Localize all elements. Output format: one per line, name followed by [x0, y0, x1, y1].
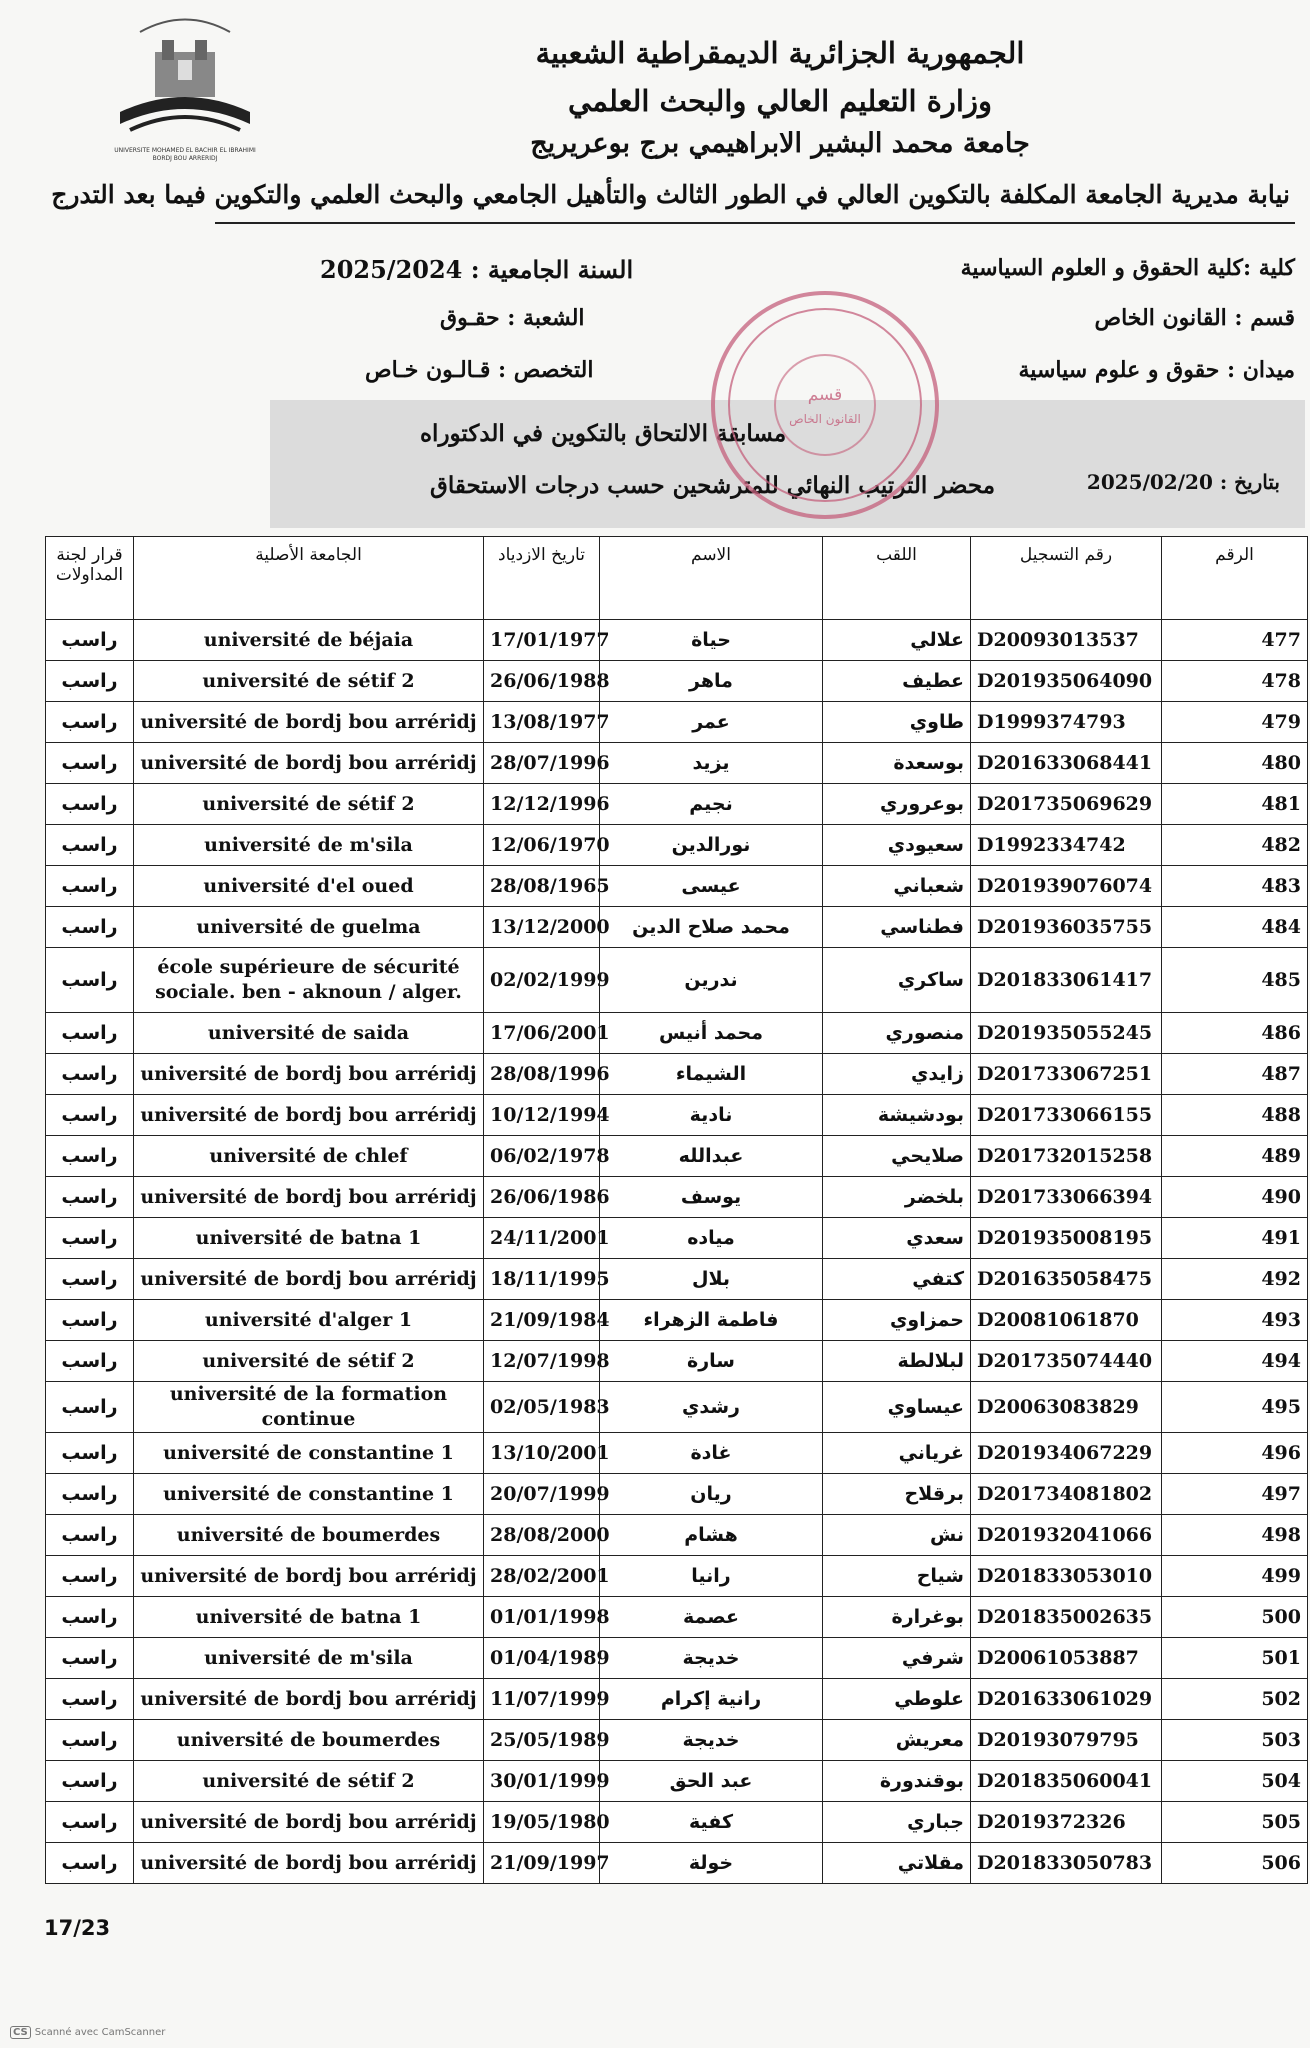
table-row [46, 1177, 1308, 1218]
svg-text:BORDJ BOU ARRERIDJ: BORDJ BOU ARRERIDJ [152, 155, 218, 162]
firstname-cell: سارة [600, 1341, 823, 1382]
university-cell: université de béjaia [134, 620, 484, 661]
lastname-cell: كتفي [823, 1259, 971, 1300]
registration-cell: D201833061417 [971, 948, 1162, 1013]
decision-cell: راسب [46, 1136, 134, 1177]
university-cell: université de batna 1 [134, 1218, 484, 1259]
lastname-cell: حمزاوي [823, 1300, 971, 1341]
lastname-cell: بوسعدة [823, 743, 971, 784]
decision-cell: راسب [46, 825, 134, 866]
university-cell: université de sétif 2 [134, 661, 484, 702]
decision-cell: راسب [46, 702, 134, 743]
lastname-cell: بوغرارة [823, 1597, 971, 1638]
university-cell: université de bordj bou arréridj [134, 1843, 484, 1884]
university-cell: université de bordj bou arréridj [134, 743, 484, 784]
firstname-cell: ريان [600, 1474, 823, 1515]
number-cell: 484 [1162, 907, 1308, 948]
university-cell: école supérieure de sécurité sociale. ben - aknoun / alger. [134, 948, 484, 1013]
decision-cell: راسب [46, 1300, 134, 1341]
registration-cell: D201735069629 [971, 784, 1162, 825]
registration-cell: D1992334742 [971, 825, 1162, 866]
university-cell: université de bordj bou arréridj [134, 1802, 484, 1843]
decision-cell: راسب [46, 1218, 134, 1259]
registration-cell: D201833053010 [971, 1556, 1162, 1597]
table-row [46, 1341, 1308, 1382]
number-cell: 490 [1162, 1177, 1308, 1218]
registration-cell: D201733066394 [971, 1177, 1162, 1218]
lastname-cell: صلايحي [823, 1136, 971, 1177]
number-cell: 487 [1162, 1054, 1308, 1095]
table-row [46, 866, 1308, 907]
decision-cell: راسب [46, 1341, 134, 1382]
number-cell: 488 [1162, 1095, 1308, 1136]
registration-cell: D1999374793 [971, 702, 1162, 743]
registration-cell: D201935064090 [971, 661, 1162, 702]
firstname-cell: محمد صلاح الدين [600, 907, 823, 948]
number-cell: 483 [1162, 866, 1308, 907]
university-cell: université de m'sila [134, 1638, 484, 1679]
decision-cell: راسب [46, 1556, 134, 1597]
firstname-cell: خديجة [600, 1720, 823, 1761]
number-cell: 480 [1162, 743, 1308, 784]
table-row [46, 661, 1308, 702]
registration-cell: D201935008195 [971, 1218, 1162, 1259]
decision-cell: راسب [46, 784, 134, 825]
number-cell: 481 [1162, 784, 1308, 825]
number-cell: 482 [1162, 825, 1308, 866]
birthdate-cell: 02/02/1999 [484, 948, 600, 1013]
firstname-cell: غادة [600, 1433, 823, 1474]
decision-cell: راسب [46, 1720, 134, 1761]
table-row [46, 907, 1308, 948]
lastname-cell: زايدي [823, 1054, 971, 1095]
col-birthdate-header: تاريخ الازدياد [484, 537, 600, 620]
decision-cell: راسب [46, 1761, 134, 1802]
registration-cell: D201733067251 [971, 1054, 1162, 1095]
candidates-table [45, 536, 1308, 1884]
table-row [46, 1597, 1308, 1638]
decision-cell: راسب [46, 1382, 134, 1433]
department-stamp [705, 285, 945, 525]
lastname-cell: بلخضر [823, 1177, 971, 1218]
registration-cell: D201935055245 [971, 1013, 1162, 1054]
decision-cell: راسب [46, 1177, 134, 1218]
registration-cell: D201633068441 [971, 743, 1162, 784]
number-cell: 501 [1162, 1638, 1308, 1679]
number-cell: 491 [1162, 1218, 1308, 1259]
table-row [46, 948, 1308, 1013]
birthdate-cell: 28/07/1996 [484, 743, 600, 784]
number-cell: 478 [1162, 661, 1308, 702]
lastname-cell: شرفي [823, 1638, 971, 1679]
birthdate-cell: 28/08/1996 [484, 1054, 600, 1095]
registration-cell: D201633061029 [971, 1679, 1162, 1720]
svg-text:UNIVERSITE MOHAMED EL BACHIR E: UNIVERSITE MOHAMED EL BACHIR EL IBRAHIMI [114, 147, 256, 154]
university-cell: université de bordj bou arréridj [134, 1177, 484, 1218]
birthdate-cell: 21/09/1984 [484, 1300, 600, 1341]
table-row [46, 1515, 1308, 1556]
svg-text:قسم: قسم [807, 385, 843, 405]
firstname-cell: عبد الحق [600, 1761, 823, 1802]
table-row [46, 1259, 1308, 1300]
lastname-cell: منصوري [823, 1013, 971, 1054]
document-date: بتاريخ : 2025/02/20 [1086, 470, 1280, 494]
lastname-cell: سعدي [823, 1218, 971, 1259]
birthdate-cell: 01/04/1989 [484, 1638, 600, 1679]
lastname-cell: جباري [823, 1802, 971, 1843]
firstname-cell: يوسف [600, 1177, 823, 1218]
birthdate-cell: 17/06/2001 [484, 1013, 600, 1054]
registration-cell: D20081061870 [971, 1300, 1162, 1341]
firstname-cell: ماهر [600, 661, 823, 702]
ministry-heading: وزارة التعليم العالي والبحث العلمي [568, 84, 992, 118]
col-lastname-header: اللقب [823, 537, 971, 620]
number-cell: 477 [1162, 620, 1308, 661]
camscanner-badge: CS [10, 2026, 31, 2039]
university-heading: جامعة محمد البشير الابراهيمي برج بوعريريج [530, 128, 1030, 159]
firstname-cell: رشدي [600, 1382, 823, 1433]
birthdate-cell: 28/02/2001 [484, 1556, 600, 1597]
university-cell: université d'alger 1 [134, 1300, 484, 1341]
firstname-cell: فاطمة الزهراء [600, 1300, 823, 1341]
registration-cell: D201932041066 [971, 1515, 1162, 1556]
university-cell: université de bordj bou arréridj [134, 1054, 484, 1095]
birthdate-cell: 18/11/1995 [484, 1259, 600, 1300]
university-cell: université de m'sila [134, 825, 484, 866]
birthdate-cell: 17/01/1977 [484, 620, 600, 661]
table-row [46, 1843, 1308, 1884]
number-cell: 504 [1162, 1761, 1308, 1802]
registration-cell: D201833050783 [971, 1843, 1162, 1884]
birthdate-cell: 12/06/1970 [484, 825, 600, 866]
table-row [46, 1433, 1308, 1474]
decision-cell: راسب [46, 948, 134, 1013]
number-cell: 496 [1162, 1433, 1308, 1474]
university-cell: université de la formation continue [134, 1382, 484, 1433]
lastname-cell: شياح [823, 1556, 971, 1597]
university-cell: université de bordj bou arréridj [134, 702, 484, 743]
number-cell: 503 [1162, 1720, 1308, 1761]
number-cell: 506 [1162, 1843, 1308, 1884]
number-cell: 494 [1162, 1341, 1308, 1382]
firstname-cell: الشيماء [600, 1054, 823, 1095]
birthdate-cell: 21/09/1997 [484, 1843, 600, 1884]
table-row [46, 1300, 1308, 1341]
decision-cell: راسب [46, 1843, 134, 1884]
registration-cell: D201835002635 [971, 1597, 1162, 1638]
birthdate-cell: 13/08/1977 [484, 702, 600, 743]
firstname-cell: يزيد [600, 743, 823, 784]
lastname-cell: شعباني [823, 866, 971, 907]
firstname-cell: عمر [600, 702, 823, 743]
registration-cell: D201939076074 [971, 866, 1162, 907]
registration-cell: D201835060041 [971, 1761, 1162, 1802]
birthdate-cell: 19/05/1980 [484, 1802, 600, 1843]
number-cell: 492 [1162, 1259, 1308, 1300]
birthdate-cell: 13/12/2000 [484, 907, 600, 948]
table-row [46, 1218, 1308, 1259]
birthdate-cell: 20/07/1999 [484, 1474, 600, 1515]
col-number-header: الرقم [1162, 537, 1308, 620]
lastname-cell: علوطي [823, 1679, 971, 1720]
scanner-watermark [10, 2026, 165, 2039]
university-cell: université de constantine 1 [134, 1433, 484, 1474]
table-row [46, 825, 1308, 866]
university-cell: université de chlef [134, 1136, 484, 1177]
university-cell: université de batna 1 [134, 1597, 484, 1638]
registration-cell: D201936035755 [971, 907, 1162, 948]
decision-cell: راسب [46, 620, 134, 661]
registration-cell: D20061053887 [971, 1638, 1162, 1679]
firstname-cell: بلال [600, 1259, 823, 1300]
firstname-cell: ندرين [600, 948, 823, 1013]
lastname-cell: برقلاح [823, 1474, 971, 1515]
birthdate-cell: 24/11/2001 [484, 1218, 600, 1259]
university-logo [100, 12, 270, 172]
lastname-cell: معريش [823, 1720, 971, 1761]
registration-cell: D201732015258 [971, 1136, 1162, 1177]
university-cell: université de bordj bou arréridj [134, 1679, 484, 1720]
table-row [46, 620, 1308, 661]
birthdate-cell: 28/08/2000 [484, 1515, 600, 1556]
firstname-cell: نورالدين [600, 825, 823, 866]
number-cell: 495 [1162, 1382, 1308, 1433]
birthdate-cell: 06/02/1978 [484, 1136, 600, 1177]
decision-cell: راسب [46, 1474, 134, 1515]
firstname-cell: نجيم [600, 784, 823, 825]
registration-cell: D2019372326 [971, 1802, 1162, 1843]
birthdate-cell: 12/07/1998 [484, 1341, 600, 1382]
registration-cell: D201735074440 [971, 1341, 1162, 1382]
number-cell: 493 [1162, 1300, 1308, 1341]
decision-cell: راسب [46, 1013, 134, 1054]
birthdate-cell: 26/06/1986 [484, 1177, 600, 1218]
university-cell: université de bordj bou arréridj [134, 1259, 484, 1300]
table-row [46, 1556, 1308, 1597]
lastname-cell: عيساوي [823, 1382, 971, 1433]
lastname-cell: لبلالطة [823, 1341, 971, 1382]
university-cell: université de boumerdes [134, 1720, 484, 1761]
university-cell: université de boumerdes [134, 1515, 484, 1556]
table-row [46, 1679, 1308, 1720]
university-cell: université de bordj bou arréridj [134, 1556, 484, 1597]
table-row [46, 743, 1308, 784]
number-cell: 486 [1162, 1013, 1308, 1054]
registration-cell: D201733066155 [971, 1095, 1162, 1136]
decision-cell: راسب [46, 1515, 134, 1556]
birthdate-cell: 26/06/1988 [484, 661, 600, 702]
table-row [46, 1474, 1308, 1515]
table-header-row [46, 537, 1308, 620]
ranking-title: محضر الترتيب النهائي للمترشحين حسب درجات الاستحقاق [430, 472, 996, 499]
col-registration-header: رقم التسجيل [971, 537, 1162, 620]
registration-cell: D201934067229 [971, 1433, 1162, 1474]
birthdate-cell: 25/05/1989 [484, 1720, 600, 1761]
number-cell: 505 [1162, 1802, 1308, 1843]
decision-cell: راسب [46, 1433, 134, 1474]
birthdate-cell: 13/10/2001 [484, 1433, 600, 1474]
lastname-cell: سعيودي [823, 825, 971, 866]
university-cell: université d'el oued [134, 866, 484, 907]
lastname-cell: مقلاتي [823, 1843, 971, 1884]
lastname-cell: بوقندورة [823, 1761, 971, 1802]
decision-cell: راسب [46, 866, 134, 907]
lastname-cell: علالي [823, 620, 971, 661]
firstname-cell: هشام [600, 1515, 823, 1556]
firstname-cell: محمد أنيس [600, 1013, 823, 1054]
lastname-cell: فطناسي [823, 907, 971, 948]
firstname-cell: كفية [600, 1802, 823, 1843]
decision-cell: راسب [46, 661, 134, 702]
table-row [46, 1136, 1308, 1177]
faculty-label: كلية :كلية الحقوق و العلوم السياسية [960, 255, 1295, 281]
table-row [46, 1720, 1308, 1761]
firstname-cell: خولة [600, 1843, 823, 1884]
scanner-watermark-text: Scanné avec CamScanner [34, 2027, 166, 2038]
table-row [46, 1382, 1308, 1433]
birthdate-cell: 28/08/1965 [484, 866, 600, 907]
firstname-cell: عصمة [600, 1597, 823, 1638]
university-cell: université de constantine 1 [134, 1474, 484, 1515]
number-cell: 498 [1162, 1515, 1308, 1556]
department-label: قسم : القانون الخاص [1094, 305, 1295, 331]
birthdate-cell: 12/12/1996 [484, 784, 600, 825]
decision-cell: راسب [46, 743, 134, 784]
decision-cell: راسب [46, 1259, 134, 1300]
decision-cell: راسب [46, 907, 134, 948]
university-cell: université de bordj bou arréridj [134, 1095, 484, 1136]
field-label: ميدان : حقوق و علوم سياسية [1018, 357, 1295, 383]
firstname-cell: رانيا [600, 1556, 823, 1597]
table-row [46, 1095, 1308, 1136]
number-cell: 500 [1162, 1597, 1308, 1638]
col-firstname-header: الاسم [600, 537, 823, 620]
table-row [46, 1013, 1308, 1054]
table-row [46, 784, 1308, 825]
number-cell: 499 [1162, 1556, 1308, 1597]
lastname-cell: بوعروري [823, 784, 971, 825]
registration-cell: D20193079795 [971, 1720, 1162, 1761]
firstname-cell: رانية إكرام [600, 1679, 823, 1720]
registration-cell: D201734081802 [971, 1474, 1162, 1515]
col-decision-header: قرار لجنة المداولات [46, 537, 134, 620]
lastname-cell: غرياني [823, 1433, 971, 1474]
firstname-cell: خديجة [600, 1638, 823, 1679]
firstname-cell: عيسى [600, 866, 823, 907]
number-cell: 489 [1162, 1136, 1308, 1177]
birthdate-cell: 02/05/1983 [484, 1382, 600, 1433]
page-number: 17/23 [44, 1916, 111, 1940]
number-cell: 502 [1162, 1679, 1308, 1720]
table-row [46, 1638, 1308, 1679]
university-cell: université de sétif 2 [134, 1761, 484, 1802]
lastname-cell: بودشيشة [823, 1095, 971, 1136]
firstname-cell: مياده [600, 1218, 823, 1259]
university-cell: université de sétif 2 [134, 1341, 484, 1382]
specialty-label: التخصص : قـالـون خـاص [365, 357, 594, 383]
svg-text:القانون الخاص: القانون الخاص [789, 412, 861, 426]
birthdate-cell: 30/01/1999 [484, 1761, 600, 1802]
birthdate-cell: 10/12/1994 [484, 1095, 600, 1136]
lastname-cell: طاوي [823, 702, 971, 743]
number-cell: 485 [1162, 948, 1308, 1013]
decision-cell: راسب [46, 1802, 134, 1843]
lastname-cell: نش [823, 1515, 971, 1556]
lastname-cell: عطيف [823, 661, 971, 702]
university-cell: université de saida [134, 1013, 484, 1054]
table-row [46, 1802, 1308, 1843]
firstname-cell: عبدالله [600, 1136, 823, 1177]
competition-title: مسابقة الالتحاق بالتكوين في الدكتوراه [420, 420, 787, 447]
lastname-cell: ساكري [823, 948, 971, 1013]
decision-cell: راسب [46, 1095, 134, 1136]
academic-year-label: السنة الجامعية : 2025/2024 [320, 255, 634, 284]
table-row [46, 702, 1308, 743]
decision-cell: راسب [46, 1638, 134, 1679]
decision-cell: راسب [46, 1054, 134, 1095]
number-cell: 497 [1162, 1474, 1308, 1515]
registration-cell: D20063083829 [971, 1382, 1162, 1433]
table-row [46, 1761, 1308, 1802]
republic-heading: الجمهورية الجزائرية الديمقراطية الشعبية [535, 36, 1025, 70]
decision-cell: راسب [46, 1597, 134, 1638]
birthdate-cell: 11/07/1999 [484, 1679, 600, 1720]
vice-rectorate-heading: نيابة مديرية الجامعة المكلفة بالتكوين العالي في الطور الثالث والتأهيل الجامعي والبحث العلمي والتكوين فيما بعد التدرج [51, 180, 1290, 209]
decision-cell: راسب [46, 1679, 134, 1720]
header-divider [215, 222, 1295, 224]
registration-cell: D20093013537 [971, 620, 1162, 661]
firstname-cell: نادية [600, 1095, 823, 1136]
university-cell: université de sétif 2 [134, 784, 484, 825]
registration-cell: D201635058475 [971, 1259, 1162, 1300]
number-cell: 479 [1162, 702, 1308, 743]
university-cell: université de guelma [134, 907, 484, 948]
col-university-header: الجامعة الأصلية [134, 537, 484, 620]
branch-label: الشعبة : حقـوق [440, 305, 585, 331]
firstname-cell: حياة [600, 620, 823, 661]
table-row [46, 1054, 1308, 1095]
birthdate-cell: 01/01/1998 [484, 1597, 600, 1638]
